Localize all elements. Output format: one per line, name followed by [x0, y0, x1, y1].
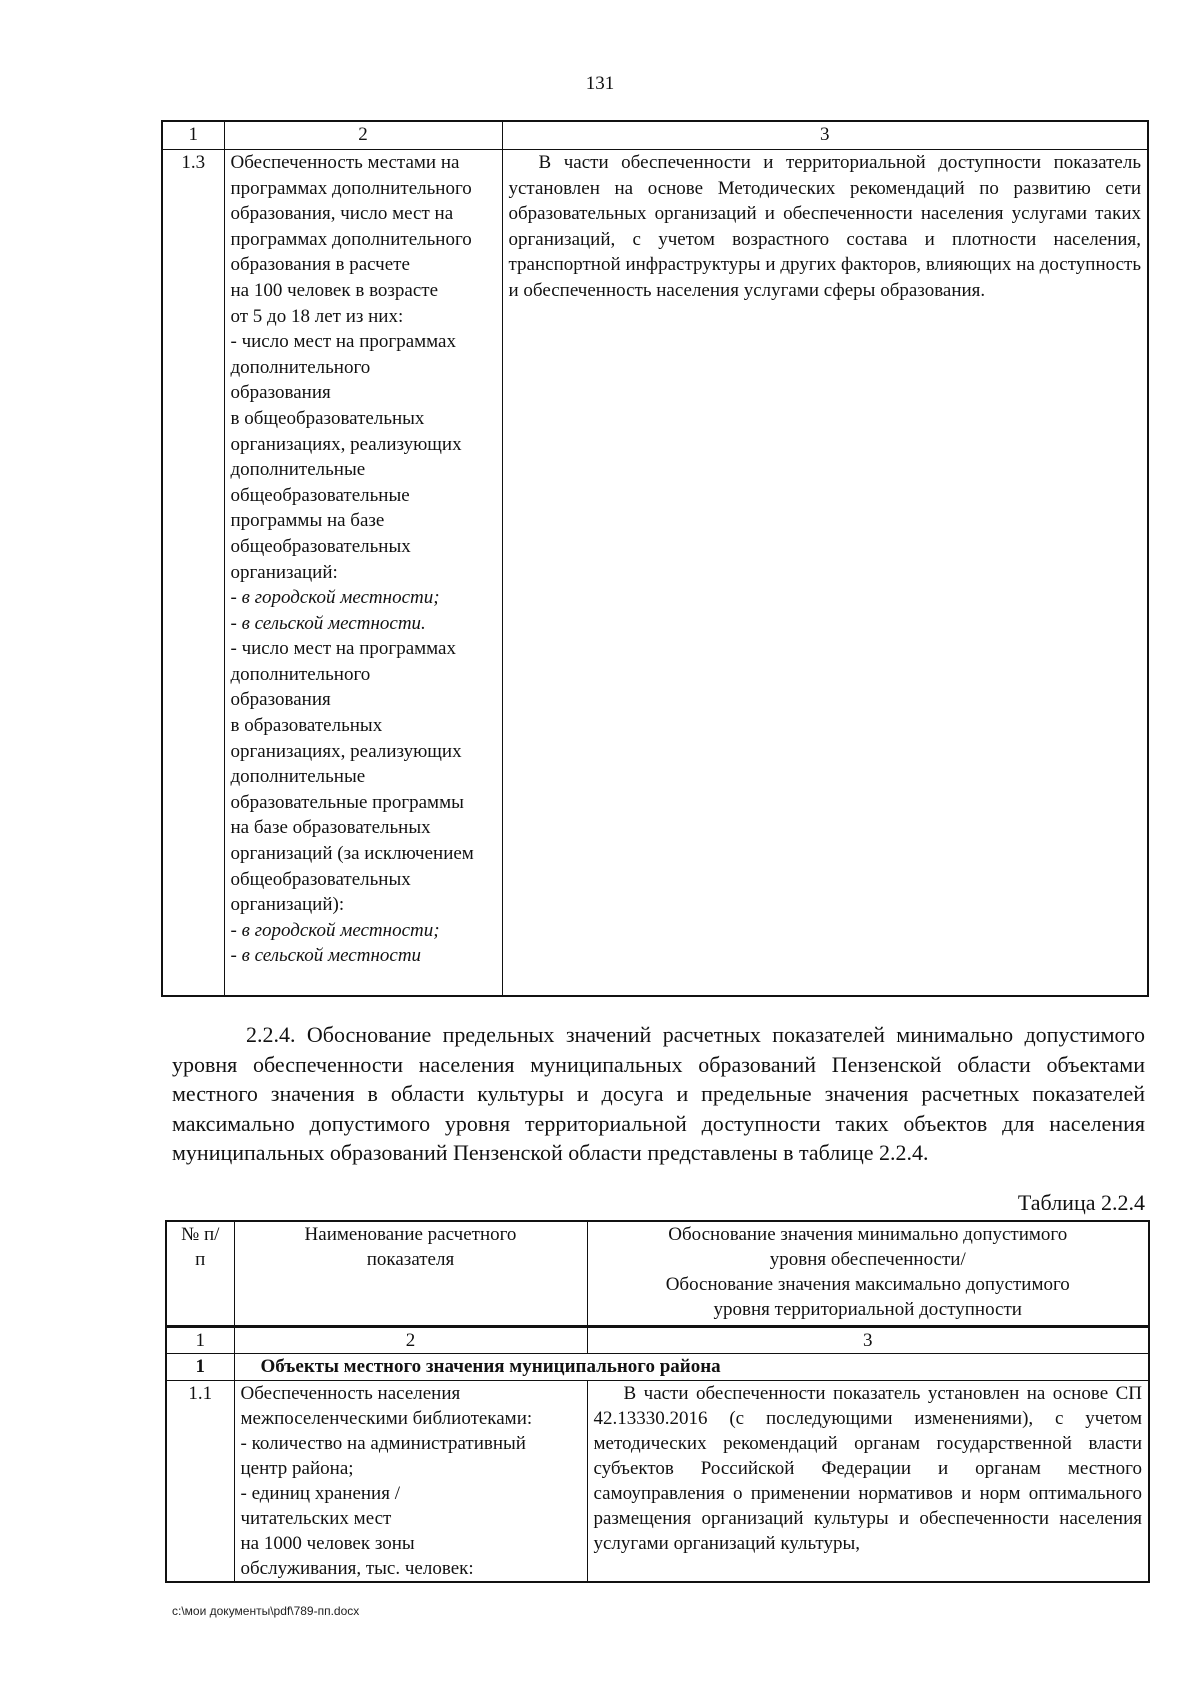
culture-table-header: [165, 1220, 1150, 1327]
indicator-line: на базе образовательных: [230, 817, 431, 839]
indicator-line: - число мест на программах: [230, 331, 456, 353]
indicator-line: организаций):: [230, 894, 345, 916]
column-number-3: 3: [502, 121, 1148, 150]
indicator-line: дополнительного: [230, 356, 371, 378]
section-title: Объекты местного значения муниципального района: [234, 1354, 1149, 1381]
indicator-line: образовательные программы: [230, 791, 464, 813]
indicator-line: обслуживания, тыс. человек:: [240, 1558, 474, 1579]
indicator-line: дополнительного: [230, 663, 371, 685]
indicator-line: дополнительные: [230, 459, 366, 481]
indicator-name: [224, 150, 502, 997]
indicator-line: организаций:: [230, 561, 338, 583]
row-number: 1.3: [162, 150, 224, 997]
header-line: уровня обеспеченности/: [769, 1249, 966, 1270]
column-number-1: 1: [162, 121, 224, 150]
paragraph-text: 2.2.4. Обоснование предельных значений расчетных показателей минимально допустимого уровня обеспеченности населения муниципальных образований Пензенской области объектами местного значения в области культуры и досуга и предельные значения расчетных показателей максимально допустимого уровня территориальной доступности таких объектов для населения муниципальных образований Пензенской области представлены в таблице 2.2.4.: [172, 1022, 1145, 1166]
indicator-line: программах дополнительного: [230, 228, 472, 250]
indicator-line: - единиц хранения /: [240, 1483, 400, 1504]
indicator-line: на 1000 человек зоны: [240, 1533, 415, 1554]
table-header-row: [162, 121, 1148, 150]
section-row: [166, 1354, 1149, 1381]
indicator-line: межпоселенческими библиотеками:: [240, 1408, 533, 1429]
table-header-row: [166, 1221, 1149, 1326]
column-header-number: № п/п: [166, 1221, 234, 1326]
urban-area-item: - в городской местности;: [230, 587, 440, 609]
indicator-line: общеобразовательных: [230, 535, 411, 557]
indicator-line: от 5 до 18 лет из них:: [230, 305, 404, 327]
file-path-footer: c:\мои документы\pdf\789-пп.docx: [172, 1604, 360, 1618]
column-number-3: 3: [587, 1327, 1149, 1354]
column-number-2: 2: [224, 121, 502, 150]
indicator-line: образования: [230, 689, 331, 711]
justification-text: В части обеспеченности и территориальной доступности показатель установлен на основе Методических рекомендаций по развитию сети образовательных организаций и обеспеченности населения услугами таких организаций, с учетом возрастного состава и плотности населения, транспортной инфраструктуры и других факторов, влияющих на доступность и обеспеченность населения услугами сферы образования.: [502, 150, 1148, 997]
education-table: [161, 120, 1149, 997]
column-header-justification: [587, 1221, 1149, 1326]
section-number: 1: [166, 1354, 234, 1381]
indicator-line: читательских мест: [240, 1508, 392, 1529]
indicator-line: - количество на административный: [240, 1433, 526, 1454]
indicator-line: Обеспеченность населения: [240, 1383, 461, 1404]
indicator-line: - число мест на программах: [230, 638, 456, 660]
rural-area-item: - в сельской местности: [230, 945, 422, 967]
indicator-line: образования в расчете: [230, 254, 410, 276]
indicator-line: центр района;: [240, 1458, 354, 1479]
indicator-name: [234, 1381, 587, 1583]
table-caption: Таблица 2.2.4: [1017, 1190, 1145, 1215]
page-number: 131: [585, 73, 615, 94]
indicator-line: организаций (за исключением: [230, 843, 474, 865]
indicator-line: программы на базе: [230, 510, 385, 532]
indicator-line: на 100 человек в возрасте: [230, 279, 439, 301]
header-line: уровня территориальной доступности: [713, 1299, 1022, 1320]
table-number-row: [166, 1327, 1149, 1354]
table-row: [162, 150, 1148, 997]
column-header-indicator: Наименование расчетного показателя: [234, 1221, 587, 1326]
row-number: 1.1: [166, 1381, 234, 1583]
header-line: Обоснование значения минимально допустимого: [668, 1224, 1068, 1245]
indicator-line: общеобразовательных: [230, 868, 411, 890]
column-number-2: 2: [234, 1327, 587, 1354]
indicator-line: организациях, реализующих: [230, 740, 462, 762]
section-paragraph: [172, 1020, 1145, 1168]
indicator-line: в образовательных: [230, 715, 383, 737]
column-number-1: 1: [166, 1327, 234, 1354]
indicator-line: образования, число мест на: [230, 203, 454, 225]
indicator-line: Обеспеченность местами на: [230, 152, 460, 173]
header-line: Обоснование значения максимально допустимого: [665, 1274, 1070, 1295]
rural-area-item: - в сельской местности.: [230, 612, 426, 634]
indicator-line: дополнительные: [230, 766, 366, 788]
table-row: [166, 1381, 1149, 1583]
indicator-line: программах дополнительного: [230, 177, 472, 199]
indicator-line: образования: [230, 382, 331, 404]
culture-table: [165, 1326, 1150, 1583]
indicator-line: организациях, реализующих: [230, 433, 462, 455]
indicator-line: общеобразовательные: [230, 484, 410, 506]
justification-text: В части обеспеченности показатель установлен на основе СП 42.13330.2016 (с последующими изменениями), с учетом методических рекомендаций органам государственной власти субъектов Российской Федерации и органам местного самоуправления о применении нормативов и норм оптимального размещения организаций культуры и обеспеченности населения услугами организаций культуры,: [587, 1381, 1149, 1583]
indicator-line: в общеобразовательных: [230, 407, 425, 429]
urban-area-item: - в городской местности;: [230, 919, 440, 941]
